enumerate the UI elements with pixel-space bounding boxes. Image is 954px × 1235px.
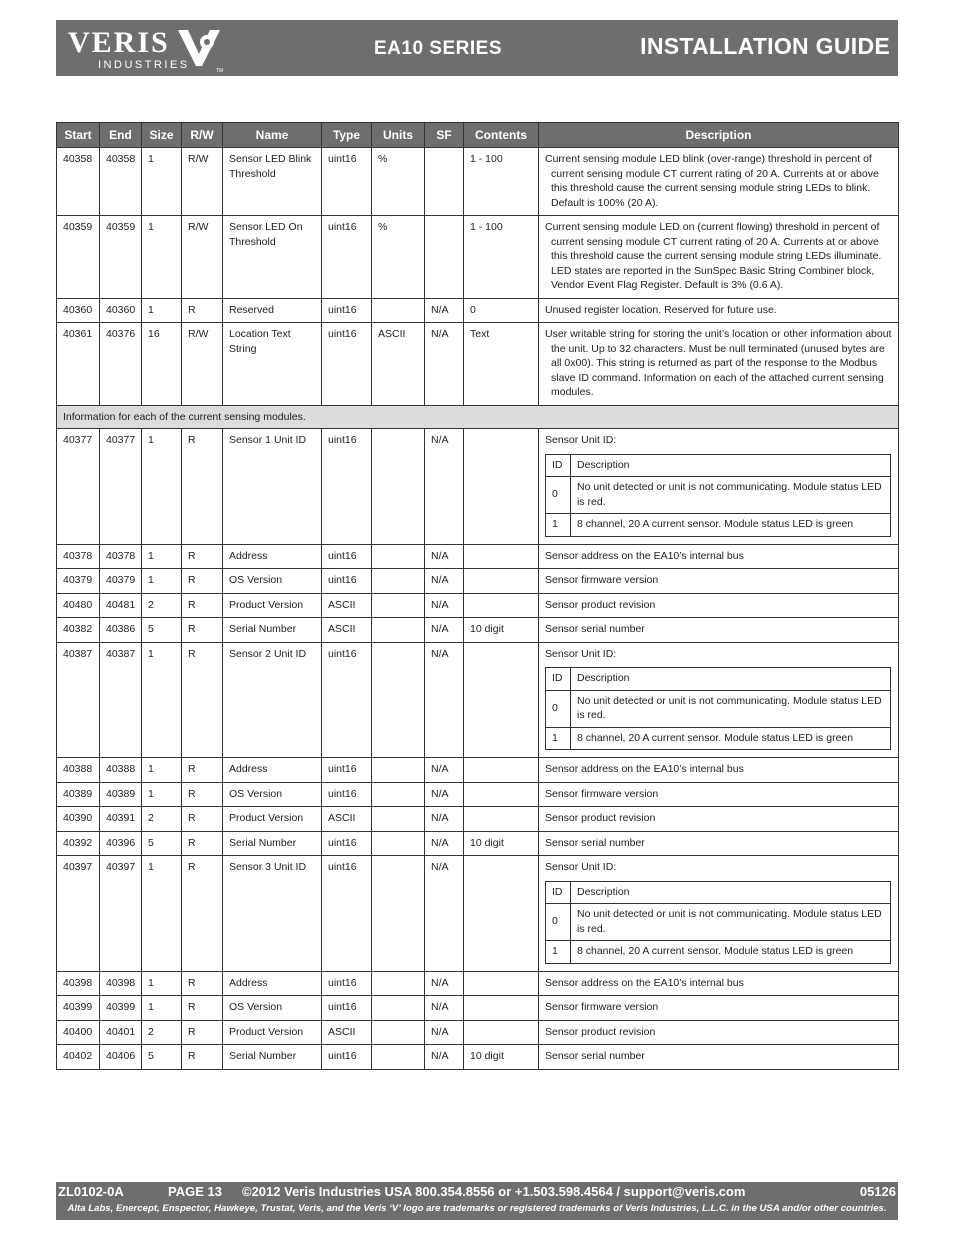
unit-id-row — [57, 429, 899, 545]
cell-sf: N/A — [425, 996, 464, 1021]
description-text: Sensor address on the EA10’s internal bus — [545, 763, 744, 775]
cell-size: 1 — [142, 971, 182, 996]
cell-description — [539, 544, 899, 569]
cell-rw: R — [182, 593, 223, 618]
cell-start: 40379 — [57, 569, 100, 594]
cell-description — [539, 323, 899, 406]
cell-end: 40359 — [100, 216, 142, 299]
cell-contents — [464, 429, 539, 545]
cell-description — [539, 782, 899, 807]
cell-name: Sensor LED On Threshold — [223, 216, 322, 299]
cell-sf: N/A — [425, 593, 464, 618]
cell-contents: 10 digit — [464, 618, 539, 643]
unit-id-row — [57, 856, 899, 972]
table-row — [57, 323, 899, 406]
cell-name: Address — [223, 758, 322, 783]
cell-type: ASCII — [322, 593, 372, 618]
col-header-rw: R/W — [182, 123, 223, 148]
table-row — [57, 148, 899, 216]
unit-id-meaning: No unit detected or unit is not communicating. Module status LED is red. — [571, 690, 891, 727]
cell-end: 40360 — [100, 298, 142, 323]
cell-contents: 10 digit — [464, 831, 539, 856]
cell-name: Serial Number — [223, 1045, 322, 1070]
footer-copyright: ©2012 Veris Industries USA 800.354.8556 or +1.503.598.4564 / support@veris.com — [242, 1184, 746, 1199]
description-text: Current sensing module LED blink (over-range) threshold in percent of current sensing module CT current rating of 20 A. Currents at or above this threshold cause the current sensing module string LEDs to blink. Default is 100% (20 A). — [545, 153, 879, 209]
col-header-name: Name — [223, 123, 322, 148]
cell-end: 40377 — [100, 429, 142, 545]
series-title: EA10 SERIES — [374, 38, 502, 59]
cell-size: 5 — [142, 831, 182, 856]
table-row — [57, 807, 899, 832]
cell-size: 2 — [142, 1020, 182, 1045]
table-row — [57, 544, 899, 569]
cell-contents — [464, 1020, 539, 1045]
page-header — [56, 20, 898, 76]
cell-contents — [464, 544, 539, 569]
description-text: Sensor serial number — [545, 623, 645, 635]
cell-contents — [464, 642, 539, 758]
cell-sf: N/A — [425, 831, 464, 856]
section-note: Information for each of the current sensing modules. — [57, 405, 899, 429]
description-text: Sensor firmware version — [545, 574, 659, 586]
table-row — [57, 996, 899, 1021]
cell-name: OS Version — [223, 569, 322, 594]
description-text: Sensor address on the EA10’s internal bus — [545, 549, 744, 562]
cell-contents — [464, 593, 539, 618]
unit-id-value: 1 — [546, 727, 571, 750]
cell-description — [539, 807, 899, 832]
cell-start: 40377 — [57, 429, 100, 545]
cell-rw: R — [182, 642, 223, 758]
unit-id-meaning: No unit detected or unit is not communicating. Module status LED is red. — [571, 904, 891, 941]
cell-start: 40390 — [57, 807, 100, 832]
cell-units — [372, 569, 425, 594]
cell-units — [372, 1020, 425, 1045]
cell-description — [539, 971, 899, 996]
table-row — [57, 569, 899, 594]
cell-units — [372, 758, 425, 783]
logo-subtitle: INDUSTRIES — [98, 59, 190, 71]
cell-name: Address — [223, 544, 322, 569]
unit-id-meaning: 8 channel, 20 A current sensor. Module status LED is green — [571, 941, 891, 964]
cell-rw: R — [182, 782, 223, 807]
cell-end: 40391 — [100, 807, 142, 832]
cell-start: 40397 — [57, 856, 100, 972]
cell-type: uint16 — [322, 544, 372, 569]
cell-rw: R/W — [182, 323, 223, 406]
cell-sf — [425, 148, 464, 216]
unit-id-meaning: No unit detected or unit is not communicating. Module status LED is red. — [571, 477, 891, 514]
cell-type: uint16 — [322, 569, 372, 594]
col-header-type: Type — [322, 123, 372, 148]
table-row — [57, 593, 899, 618]
cell-name: Address — [223, 971, 322, 996]
cell-size: 16 — [142, 323, 182, 406]
cell-name: Location Text String — [223, 323, 322, 406]
cell-units — [372, 831, 425, 856]
unit-id-label: Sensor Unit ID: — [545, 861, 617, 873]
cell-units — [372, 996, 425, 1021]
cell-sf: N/A — [425, 569, 464, 594]
cell-type: uint16 — [322, 971, 372, 996]
cell-description — [539, 642, 899, 758]
cell-start: 40398 — [57, 971, 100, 996]
cell-type: ASCII — [322, 618, 372, 643]
cell-end: 40379 — [100, 569, 142, 594]
unit-id-row-entry — [546, 690, 891, 727]
page-footer — [56, 1182, 898, 1220]
cell-size: 1 — [142, 429, 182, 545]
unit-id-header-id: ID — [546, 454, 571, 477]
logo-word: VERIS — [68, 26, 170, 59]
cell-rw: R/W — [182, 148, 223, 216]
cell-rw: R — [182, 544, 223, 569]
cell-end: 40376 — [100, 323, 142, 406]
unit-id-header-id: ID — [546, 881, 571, 904]
unit-id-meaning: 8 channel, 20 A current sensor. Module status LED is green — [571, 514, 891, 537]
cell-description — [539, 996, 899, 1021]
cell-units — [372, 593, 425, 618]
cell-start: 40402 — [57, 1045, 100, 1070]
cell-end: 40358 — [100, 148, 142, 216]
footer-trademark: Alta Labs, Enercept, Enspector, Hawkeye, Trustat, Veris, and the Veris ‘V’ logo are trademarks or registered trademarks of Veris Industries, L.L.C. in the USA and/or other countries. — [67, 1203, 887, 1214]
cell-units — [372, 856, 425, 972]
cell-size: 5 — [142, 618, 182, 643]
cell-description — [539, 831, 899, 856]
cell-type: uint16 — [322, 856, 372, 972]
cell-name: Product Version — [223, 593, 322, 618]
cell-contents — [464, 856, 539, 972]
description-text: Sensor product revision — [545, 1025, 656, 1038]
cell-type: uint16 — [322, 642, 372, 758]
cell-units — [372, 298, 425, 323]
col-header-units: Units — [372, 123, 425, 148]
description-text: Sensor firmware version — [545, 787, 659, 800]
description-text: Sensor serial number — [545, 836, 645, 849]
table-header-row — [57, 123, 899, 148]
table-row — [57, 758, 899, 783]
cell-size: 1 — [142, 216, 182, 299]
cell-end: 40388 — [100, 758, 142, 783]
cell-contents: Text — [464, 323, 539, 406]
section-row — [57, 405, 899, 429]
cell-start: 40361 — [57, 323, 100, 406]
cell-sf: N/A — [425, 544, 464, 569]
unit-id-table — [545, 454, 891, 537]
cell-type: uint16 — [322, 323, 372, 406]
cell-sf: N/A — [425, 618, 464, 643]
footer-doc-id: ZL0102-0A — [58, 1184, 124, 1199]
cell-rw: R — [182, 618, 223, 643]
cell-type: uint16 — [322, 758, 372, 783]
cell-name: Serial Number — [223, 831, 322, 856]
cell-description — [539, 216, 899, 299]
cell-name: Sensor 1 Unit ID — [223, 429, 322, 545]
cell-size: 5 — [142, 1045, 182, 1070]
cell-name: Product Version — [223, 807, 322, 832]
cell-contents — [464, 569, 539, 594]
cell-contents: 0 — [464, 298, 539, 323]
description-text: Sensor address on the EA10’s internal bus — [545, 976, 744, 989]
cell-size: 1 — [142, 148, 182, 216]
cell-description — [539, 593, 899, 618]
cell-end: 40401 — [100, 1020, 142, 1045]
description-text: Current sensing module LED on (current flowing) threshold in percent of current sensing module CT current rating of 20 A. Currents at or above this threshold cause the current sensing module string LEDs illuminate. LED states are reported in the SunSpec Basic String Combiner block, Vendor Event Flag Register. Default is 3% (0.6 A). — [545, 221, 882, 291]
cell-units — [372, 429, 425, 545]
table-row — [57, 298, 899, 323]
cell-type: uint16 — [322, 298, 372, 323]
cell-rw: R — [182, 298, 223, 323]
cell-sf: N/A — [425, 323, 464, 406]
cell-sf — [425, 216, 464, 299]
cell-sf: N/A — [425, 298, 464, 323]
cell-rw: R — [182, 971, 223, 996]
cell-units — [372, 642, 425, 758]
cell-name: Sensor 3 Unit ID — [223, 856, 322, 972]
cell-units: % — [372, 148, 425, 216]
description-text: Unused register location. Reserved for future use. — [545, 303, 777, 316]
description-text: Sensor firmware version — [545, 1001, 659, 1013]
unit-id-row-entry — [546, 477, 891, 514]
cell-start: 40399 — [57, 996, 100, 1021]
cell-description — [539, 569, 899, 594]
cell-size: 1 — [142, 569, 182, 594]
cell-size: 1 — [142, 642, 182, 758]
cell-end: 40396 — [100, 831, 142, 856]
cell-end: 40481 — [100, 593, 142, 618]
unit-id-row-entry — [546, 941, 891, 964]
cell-description — [539, 1020, 899, 1045]
cell-description — [539, 758, 899, 783]
cell-start: 40382 — [57, 618, 100, 643]
unit-id-header-row — [546, 668, 891, 691]
cell-start: 40359 — [57, 216, 100, 299]
cell-type: ASCII — [322, 1020, 372, 1045]
col-header-sf: SF — [425, 123, 464, 148]
col-header-start: Start — [57, 123, 100, 148]
cell-size: 1 — [142, 298, 182, 323]
cell-size: 1 — [142, 544, 182, 569]
unit-id-header-description: Description — [571, 668, 891, 691]
cell-units — [372, 807, 425, 832]
cell-description — [539, 148, 899, 216]
cell-description — [539, 618, 899, 643]
cell-type: uint16 — [322, 831, 372, 856]
cell-size: 1 — [142, 782, 182, 807]
cell-description — [539, 856, 899, 972]
cell-start: 40378 — [57, 544, 100, 569]
cell-size: 1 — [142, 856, 182, 972]
cell-end: 40406 — [100, 1045, 142, 1070]
cell-units: % — [372, 216, 425, 299]
cell-start: 40388 — [57, 758, 100, 783]
table-row — [57, 216, 899, 299]
cell-type: uint16 — [322, 996, 372, 1021]
table-row — [57, 618, 899, 643]
cell-end: 40387 — [100, 642, 142, 758]
unit-id-row-entry — [546, 514, 891, 537]
cell-contents: 10 digit — [464, 1045, 539, 1070]
table-body — [57, 148, 899, 1070]
description-text: Sensor serial number — [545, 1050, 645, 1062]
cell-type: uint16 — [322, 216, 372, 299]
cell-sf: N/A — [425, 807, 464, 832]
cell-units — [372, 1045, 425, 1070]
cell-contents — [464, 758, 539, 783]
footer-code: 05126 — [859, 1184, 896, 1199]
col-header-end: End — [100, 123, 142, 148]
cell-units: ASCII — [372, 323, 425, 406]
unit-id-header-row — [546, 881, 891, 904]
unit-id-label: Sensor Unit ID: — [545, 434, 617, 446]
cell-rw: R — [182, 831, 223, 856]
cell-description — [539, 1045, 899, 1070]
cell-start: 40358 — [57, 148, 100, 216]
unit-id-row-entry — [546, 727, 891, 750]
col-header-size: Size — [142, 123, 182, 148]
table-row — [57, 831, 899, 856]
unit-id-value: 0 — [546, 477, 571, 514]
cell-contents — [464, 996, 539, 1021]
cell-units — [372, 971, 425, 996]
description-text: Sensor product revision — [545, 812, 656, 824]
table-row — [57, 1020, 899, 1045]
col-header-description: Description — [539, 123, 899, 148]
unit-id-meaning: 8 channel, 20 A current sensor. Module status LED is green — [571, 727, 891, 750]
table-row — [57, 782, 899, 807]
col-header-contents: Contents — [464, 123, 539, 148]
unit-id-header-description: Description — [571, 881, 891, 904]
cell-rw: R — [182, 856, 223, 972]
description-text: User writable string for storing the unit’s location or other information about the unit. Up to 32 characters. Must be null terminated (unused bytes are all 0x00). This string is returned as part of the response to the Modbus slave ID command. Information on each of the attached current sensing modules. — [545, 328, 892, 398]
cell-contents — [464, 807, 539, 832]
cell-end: 40378 — [100, 544, 142, 569]
cell-end: 40398 — [100, 971, 142, 996]
cell-start: 40387 — [57, 642, 100, 758]
cell-units — [372, 618, 425, 643]
cell-rw: R — [182, 807, 223, 832]
cell-end: 40386 — [100, 618, 142, 643]
cell-name: Reserved — [223, 298, 322, 323]
cell-sf: N/A — [425, 1045, 464, 1070]
cell-size: 1 — [142, 996, 182, 1021]
cell-units — [372, 782, 425, 807]
unit-id-header-row — [546, 454, 891, 477]
unit-id-value: 1 — [546, 514, 571, 537]
cell-end: 40389 — [100, 782, 142, 807]
cell-type: uint16 — [322, 782, 372, 807]
cell-rw: R — [182, 569, 223, 594]
footer-page-number: PAGE 13 — [168, 1184, 222, 1199]
cell-size: 2 — [142, 593, 182, 618]
cell-rw: R — [182, 758, 223, 783]
cell-type: uint16 — [322, 148, 372, 216]
cell-end: 40397 — [100, 856, 142, 972]
cell-name: Serial Number — [223, 618, 322, 643]
cell-start: 40400 — [57, 1020, 100, 1045]
unit-id-value: 0 — [546, 690, 571, 727]
cell-start: 40360 — [57, 298, 100, 323]
veris-logo — [68, 26, 238, 74]
cell-contents — [464, 782, 539, 807]
cell-description — [539, 298, 899, 323]
cell-type: ASCII — [322, 807, 372, 832]
unit-id-row-entry — [546, 904, 891, 941]
cell-units — [372, 544, 425, 569]
unit-id-table — [545, 881, 891, 964]
description-text: Sensor product revision — [545, 598, 656, 611]
cell-size: 2 — [142, 807, 182, 832]
cell-type: uint16 — [322, 429, 372, 545]
cell-size: 1 — [142, 758, 182, 783]
cell-sf: N/A — [425, 971, 464, 996]
cell-sf: N/A — [425, 856, 464, 972]
cell-start: 40389 — [57, 782, 100, 807]
cell-contents: 1 - 100 — [464, 216, 539, 299]
cell-name: Sensor LED Blink Threshold — [223, 148, 322, 216]
cell-sf: N/A — [425, 429, 464, 545]
unit-id-row — [57, 642, 899, 758]
cell-rw: R — [182, 1020, 223, 1045]
cell-contents — [464, 971, 539, 996]
cell-name: Product Version — [223, 1020, 322, 1045]
cell-name: OS Version — [223, 996, 322, 1021]
unit-id-table — [545, 667, 891, 750]
cell-rw: R — [182, 996, 223, 1021]
guide-title: INSTALLATION GUIDE — [640, 33, 890, 59]
cell-start: 40480 — [57, 593, 100, 618]
table-row — [57, 1045, 899, 1070]
cell-sf: N/A — [425, 782, 464, 807]
cell-rw: R — [182, 429, 223, 545]
cell-type: uint16 — [322, 1045, 372, 1070]
unit-id-header-id: ID — [546, 668, 571, 691]
cell-sf: N/A — [425, 758, 464, 783]
cell-rw: R — [182, 1045, 223, 1070]
logo-trademark: TM — [216, 68, 224, 74]
cell-description — [539, 429, 899, 545]
cell-sf: N/A — [425, 642, 464, 758]
cell-start: 40392 — [57, 831, 100, 856]
cell-name: OS Version — [223, 782, 322, 807]
cell-rw: R/W — [182, 216, 223, 299]
register-table — [56, 122, 899, 1070]
cell-contents: 1 - 100 — [464, 148, 539, 216]
cell-name: Sensor 2 Unit ID — [223, 642, 322, 758]
unit-id-header-description: Description — [571, 454, 891, 477]
cell-end: 40399 — [100, 996, 142, 1021]
cell-sf: N/A — [425, 1020, 464, 1045]
unit-id-value: 1 — [546, 941, 571, 964]
unit-id-value: 0 — [546, 904, 571, 941]
table-row — [57, 971, 899, 996]
unit-id-label: Sensor Unit ID: — [545, 647, 617, 660]
